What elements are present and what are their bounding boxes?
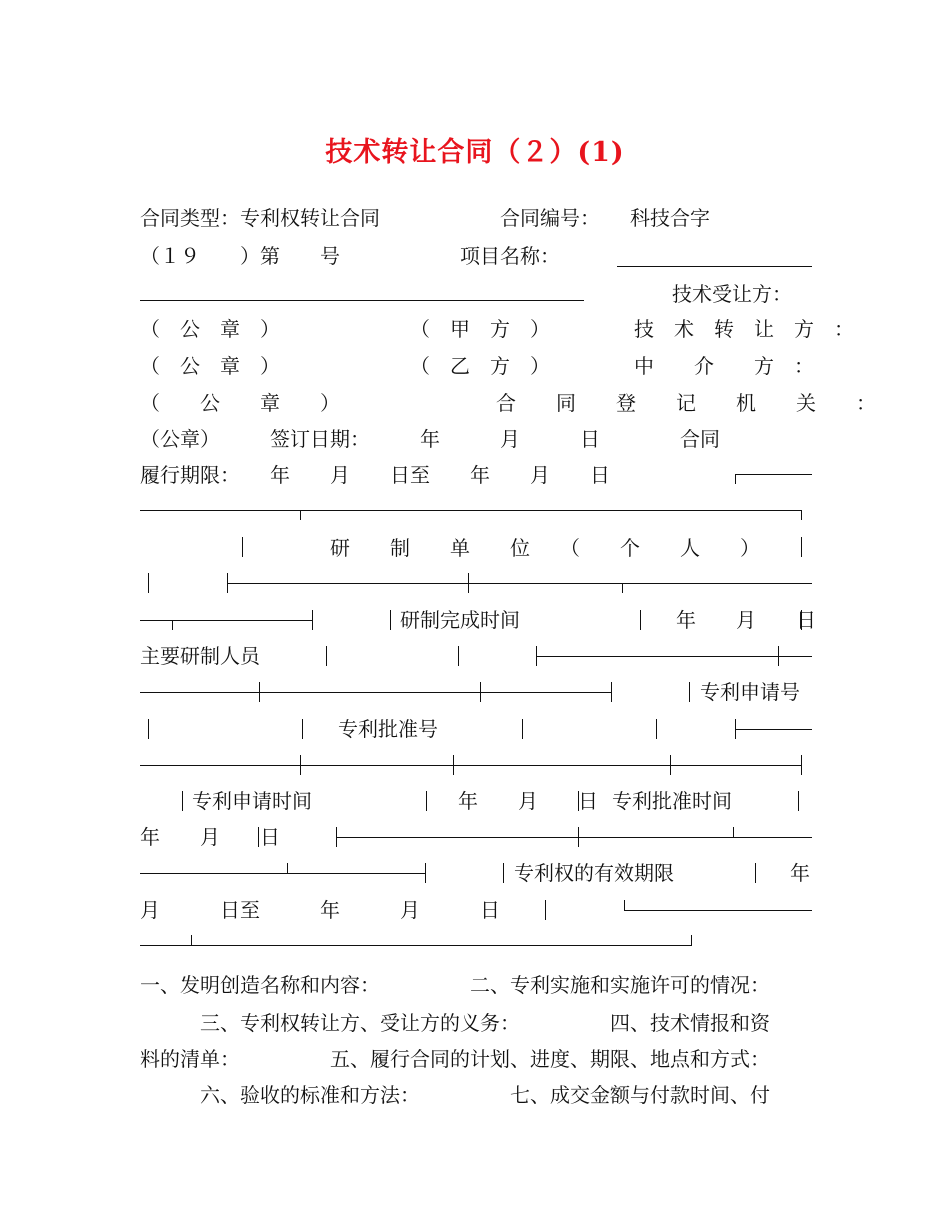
cell-apply-number: 专利申请号: [700, 680, 800, 704]
assignee-label: 技术受让方：: [672, 282, 792, 306]
cell-dev-unit: 研 制 单 位 （ 个 人 ）: [330, 536, 760, 560]
contract-type-line: 合同类型：专利权转让合同 合同编号： 科技合字: [140, 206, 710, 230]
cell-apply-time: 专利申请时间: [192, 789, 312, 813]
project-name-underline-2: [140, 300, 584, 301]
intermediary-label: 中 介 方 ：: [634, 354, 814, 378]
cell-main-staff: 主要研制人员: [140, 644, 260, 668]
cell-validity: 专利权的有效期限: [514, 861, 674, 885]
cell-apply-date: 年 月 日: [458, 789, 598, 813]
cell-validity-year: 年: [790, 861, 810, 885]
performance-period-line: 履行期限： 年 月 日至 年 月 日: [140, 463, 610, 487]
clause-line-1: 一、发明创造名称和内容： 二、专利实施和实施许可的情况：: [140, 973, 770, 997]
seal-label-1: （ 公 章 ）: [140, 317, 280, 341]
cell-finish-time: 研制完成时间: [400, 608, 520, 632]
cell-approve-time: 专利批准时间: [612, 789, 732, 813]
project-name-underline: [617, 266, 812, 267]
clause-line-2: 三、专利权转让方、受让方的义务： 四、技术情报和资: [140, 1011, 770, 1035]
cell-approve-date: 年 月 日: [140, 825, 280, 849]
contract-number-line: （１９ ）第 号 项目名称：: [140, 244, 560, 268]
clause-line-3: 料的清单： 五、履行合同的计划、进度、期限、地点和方式：: [140, 1047, 770, 1071]
cell-approve-number: 专利批准号: [338, 717, 438, 741]
cell-finish-date: 年 月 日: [676, 608, 816, 632]
signing-date-line: （公章） 签订日期： 年 月 日 合同: [140, 427, 720, 451]
party-a-label: （ 甲 方 ）: [410, 317, 550, 341]
party-b-label: （ 乙 方 ）: [410, 354, 550, 378]
seal-label-3: （ 公 章 ）: [140, 391, 340, 415]
seal-label-2: （ 公 章 ）: [140, 354, 280, 378]
registration-authority-label: 合 同 登 记 机 关 ：: [496, 391, 876, 415]
assignor-label: 技 术 转 让 方 ：: [634, 317, 854, 341]
cell-validity-range: 月 日至 年 月 日: [140, 898, 500, 922]
document-title: 技术转让合同（２）(1): [325, 137, 625, 168]
clause-line-4: 六、验收的标准和方法： 七、成交金额与付款时间、付: [140, 1083, 770, 1107]
